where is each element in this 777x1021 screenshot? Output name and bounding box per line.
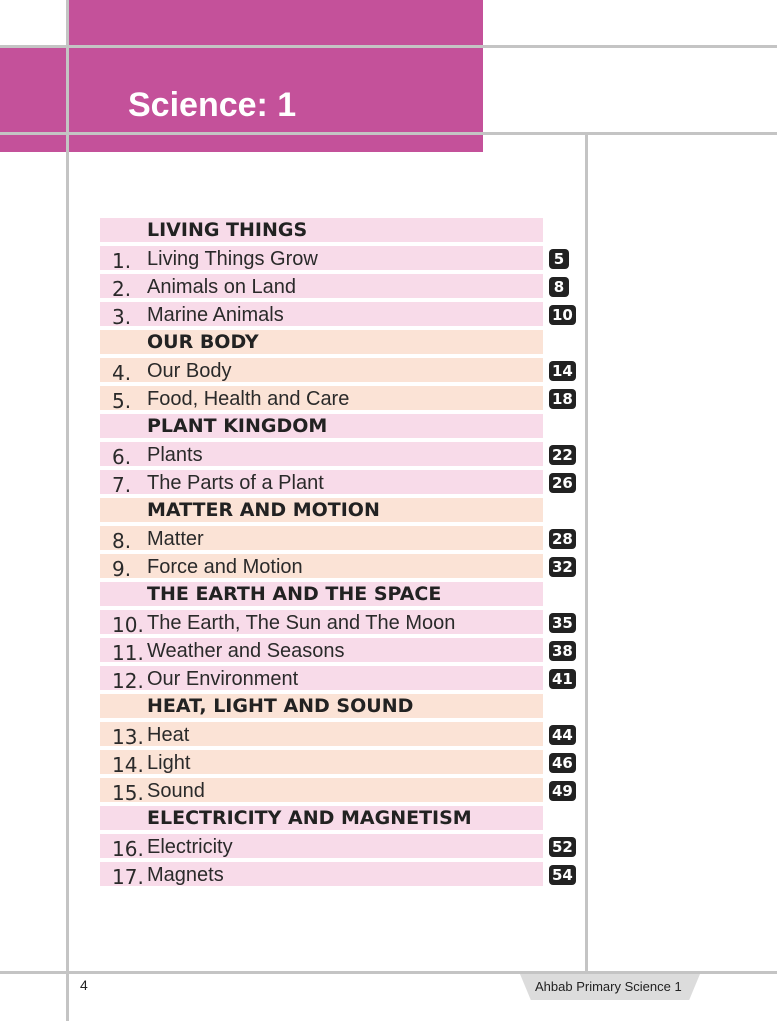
toc-page-badge: 8 xyxy=(549,277,569,297)
toc-item[interactable] xyxy=(100,468,580,496)
toc-item-label: Our Body xyxy=(147,360,232,382)
toc-item-label: Force and Motion xyxy=(147,556,303,578)
toc-page-badge: 35 xyxy=(549,613,576,633)
toc-page-badge: 52 xyxy=(549,837,576,857)
toc-page-badge: 46 xyxy=(549,753,576,773)
toc-item[interactable] xyxy=(100,720,580,748)
toc-item-number: 11. xyxy=(112,641,144,665)
toc-item-number: 6. xyxy=(112,445,132,469)
toc-item-label: Living Things Grow xyxy=(147,248,318,270)
toc-item-number: 4. xyxy=(112,361,132,385)
toc-heading-label: HEAT, LIGHT AND SOUND xyxy=(147,695,414,717)
toc-item[interactable] xyxy=(100,440,580,468)
toc-item-number: 12. xyxy=(112,669,144,693)
header-band-bottom-left xyxy=(0,135,66,152)
toc-page-badge: 5 xyxy=(549,249,569,269)
toc-item[interactable] xyxy=(100,244,580,272)
header-band-main xyxy=(0,48,66,132)
toc-item[interactable] xyxy=(100,748,580,776)
toc-item[interactable] xyxy=(100,860,580,888)
toc-item-number: 15. xyxy=(112,781,144,805)
toc-item[interactable] xyxy=(100,832,580,860)
toc-item[interactable] xyxy=(100,272,580,300)
toc-item-label: The Parts of a Plant xyxy=(147,472,324,494)
toc-item-number: 13. xyxy=(112,725,144,749)
toc-item[interactable] xyxy=(100,664,580,692)
toc-item-label: Matter xyxy=(147,528,204,550)
toc-item-label: Marine Animals xyxy=(147,304,284,326)
toc-item[interactable] xyxy=(100,636,580,664)
table-of-contents xyxy=(100,216,580,888)
toc-item[interactable] xyxy=(100,524,580,552)
toc-section-heading xyxy=(100,216,580,244)
toc-page-badge: 22 xyxy=(549,445,576,465)
toc-section-heading xyxy=(100,496,580,524)
toc-item-label: Light xyxy=(147,752,191,774)
frame-line-footer xyxy=(0,971,777,974)
toc-section-heading xyxy=(100,412,580,440)
toc-item-number: 7. xyxy=(112,473,132,497)
toc-item-number: 8. xyxy=(112,529,132,553)
toc-item-label: Weather and Seasons xyxy=(147,640,345,662)
toc-item-number: 16. xyxy=(112,837,144,861)
toc-item-label: Animals on Land xyxy=(147,276,296,298)
toc-page-badge: 14 xyxy=(549,361,576,381)
toc-item-label: Magnets xyxy=(147,864,224,886)
toc-heading-label: THE EARTH AND THE SPACE xyxy=(147,583,442,605)
toc-item[interactable] xyxy=(100,384,580,412)
toc-page-badge: 32 xyxy=(549,557,576,577)
toc-item-number: 14. xyxy=(112,753,144,777)
toc-item[interactable] xyxy=(100,776,580,804)
toc-item-label: Our Environment xyxy=(147,668,299,690)
page-title: Science: 1 xyxy=(128,86,297,124)
toc-heading-label: OUR BODY xyxy=(147,331,259,353)
toc-item-label: Heat xyxy=(147,724,190,746)
header-band-top xyxy=(69,0,483,45)
toc-page-badge: 44 xyxy=(549,725,576,745)
toc-item[interactable] xyxy=(100,552,580,580)
toc-heading-label: PLANT KINGDOM xyxy=(147,415,328,437)
toc-item[interactable] xyxy=(100,356,580,384)
toc-item-label: Food, Health and Care xyxy=(147,388,350,410)
toc-item-number: 9. xyxy=(112,557,132,581)
toc-page-badge: 41 xyxy=(549,669,576,689)
toc-section-heading xyxy=(100,804,580,832)
frame-line-right xyxy=(585,132,588,974)
toc-page-badge: 18 xyxy=(549,389,576,409)
toc-item[interactable] xyxy=(100,608,580,636)
toc-heading-label: ELECTRICITY AND MAGNETISM xyxy=(147,807,472,829)
header-band-bottom xyxy=(69,135,483,152)
toc-section-heading xyxy=(100,328,580,356)
toc-item-label: Plants xyxy=(147,444,203,466)
toc-page-badge: 26 xyxy=(549,473,576,493)
frame-line-left xyxy=(66,0,69,1021)
toc-item-number: 17. xyxy=(112,865,144,889)
toc-item-label: The Earth, The Sun and The Moon xyxy=(147,612,456,634)
toc-section-heading xyxy=(100,692,580,720)
toc-item-number: 1. xyxy=(112,249,132,273)
book-title: Ahbab Primary Science 1 xyxy=(535,979,682,994)
toc-item[interactable] xyxy=(100,300,580,328)
toc-page-badge: 10 xyxy=(549,305,576,325)
toc-page-badge: 28 xyxy=(549,529,576,549)
toc-item-number: 10. xyxy=(112,613,144,637)
toc-item-label: Electricity xyxy=(147,836,233,858)
toc-heading-label: LIVING THINGS xyxy=(147,219,308,241)
toc-page-badge: 49 xyxy=(549,781,576,801)
toc-page-badge: 38 xyxy=(549,641,576,661)
toc-item-label: Sound xyxy=(147,780,205,802)
page-number: 4 xyxy=(80,977,88,993)
toc-section-heading xyxy=(100,580,580,608)
toc-item-number: 3. xyxy=(112,305,132,329)
toc-heading-label: MATTER AND MOTION xyxy=(147,499,380,521)
toc-item-number: 5. xyxy=(112,389,132,413)
toc-item-number: 2. xyxy=(112,277,132,301)
toc-page-badge: 54 xyxy=(549,865,576,885)
